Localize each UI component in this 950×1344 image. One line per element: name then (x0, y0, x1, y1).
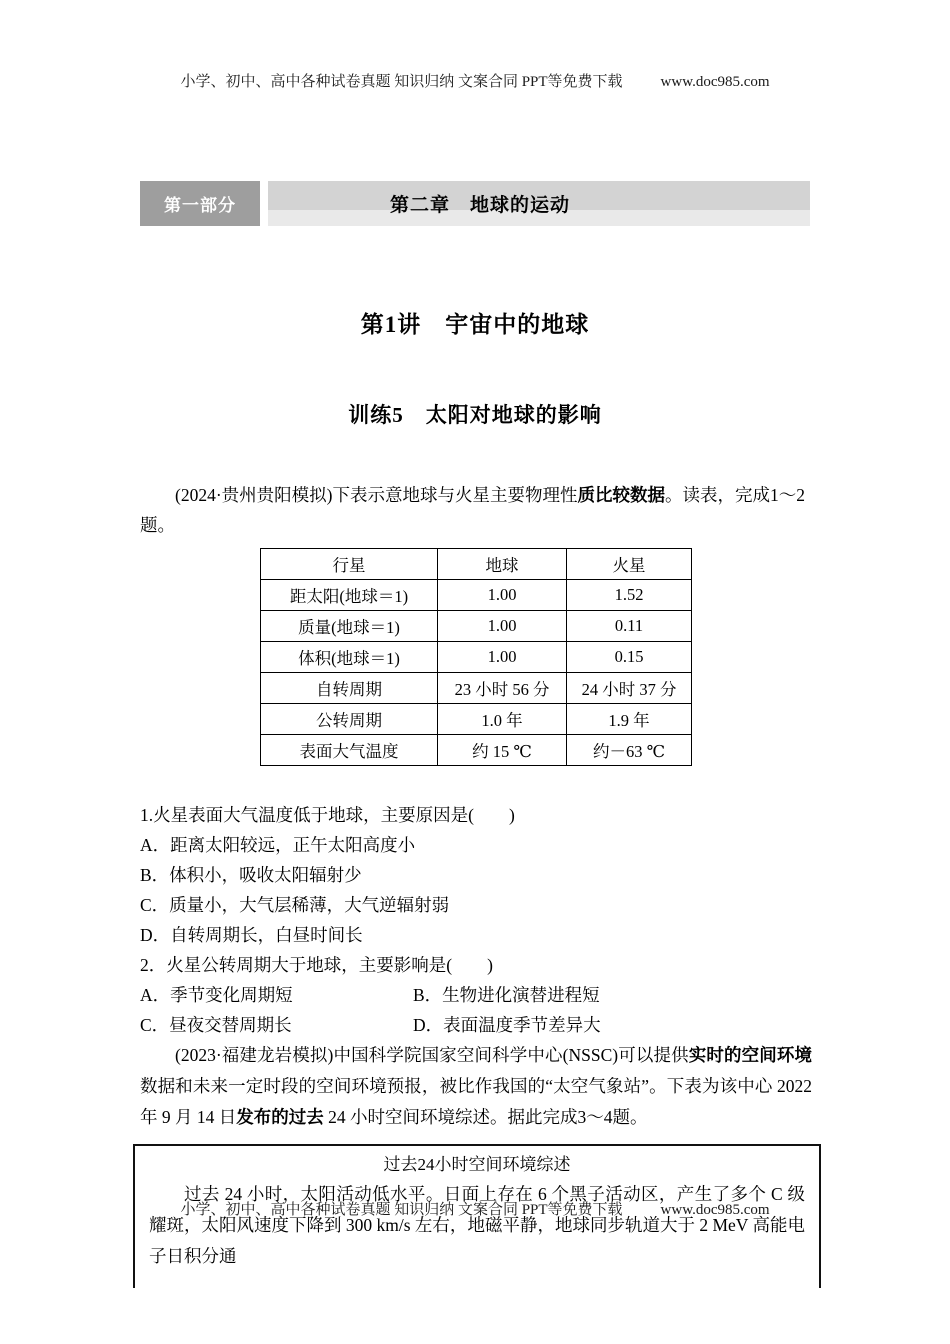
section-banner (140, 181, 810, 226)
passage-2-bold-a: 实时的空间环境 (688, 1045, 812, 1065)
table-cell: 距太阳(地球＝1) (261, 580, 438, 611)
chapter-title-bar (268, 181, 810, 226)
passage-1-bold: 质比较数据 (577, 485, 665, 505)
header-promo-text: 小学、初中、高中各种试卷真题 知识归纳 文案合同 PPT等免费下载 (180, 74, 623, 90)
question-2-options-row (140, 1010, 812, 1040)
table-row (261, 704, 692, 735)
questions-block (140, 800, 812, 1040)
passage-1-text-a: (2024·贵州贵阳模拟)下表示意地球与火星主要物理性 (175, 485, 578, 505)
page-footer (0, 1198, 950, 1219)
passage-1 (140, 480, 812, 540)
table-cell: 0.11 (567, 611, 692, 642)
table-row (261, 735, 692, 766)
table-row (261, 611, 692, 642)
question-1-option-b: B．体积小，吸收太阳辐射少 (140, 865, 362, 885)
question-2-option-c: C．昼夜交替周期长 (140, 1015, 292, 1035)
table-cell: 1.9 年 (567, 704, 692, 735)
report-box-body: 过去 24 小时，太阳活动低水平。日面上存在 6 个黑子活动区，产生了多个 C 级耀斑，太阳风速度下降到 300 km/s 左右，地磁平静，地球同步轨道大于 2 MeV 高能电子日积分通 (149, 1184, 805, 1266)
table-cell: 1.00 (438, 642, 567, 673)
part-label: 第一部分 (140, 181, 260, 226)
table-row (261, 642, 692, 673)
table-header-cell: 火星 (567, 549, 692, 580)
table-header-cell: 地球 (438, 549, 567, 580)
question-2-options-row (140, 980, 812, 1010)
question-1-option-a: A．距离太阳较远，正午太阳高度小 (140, 835, 416, 855)
table-cell: 23 小时 56 分 (438, 673, 567, 704)
passage-2-bold-b: 发布的过去 (236, 1107, 324, 1127)
table-row (261, 673, 692, 704)
table-cell: 1.52 (567, 580, 692, 611)
table-cell: 公转周期 (261, 704, 438, 735)
table-cell: 约－63 ℃ (567, 735, 692, 766)
passage-2-text-b: 数据和未来一定时段的空间环境预报，被比作我国的“太空气象站”。下表为该中心 2022 年 9 月 14 日 (140, 1076, 812, 1127)
table-cell: 体积(地球＝1) (261, 642, 438, 673)
table-cell: 1.00 (438, 580, 567, 611)
table-cell: 约 15 ℃ (438, 735, 567, 766)
lecture-heading: 第1讲 宇宙中的地球 (360, 312, 590, 337)
table-cell: 质量(地球＝1) (261, 611, 438, 642)
passage-2 (140, 1040, 812, 1133)
training-heading: 训练5 太阳对地球的影响 (348, 403, 602, 427)
footer-site-link[interactable]: www.doc985.com (660, 1202, 770, 1218)
table-cell: 1.00 (438, 611, 567, 642)
question-2-option-a: A．季节变化周期短 (140, 985, 293, 1005)
chapter-title: 第二章 地球的运动 (390, 195, 571, 216)
question-2-option-b: B．生物进化演替进程短 (413, 985, 600, 1005)
question-1-option-d: D．自转周期长，白昼时间长 (140, 925, 363, 945)
page-header (0, 70, 950, 91)
table-cell: 表面大气温度 (261, 735, 438, 766)
question-1-stem: 1.火星表面大气温度低于地球，主要原因是( ) (140, 805, 515, 825)
planet-comparison-table (260, 548, 692, 766)
passage-2-text-c: 24 小时空间环境综述。据此完成3～4题。 (323, 1107, 648, 1127)
header-site-link[interactable]: www.doc985.com (660, 74, 770, 90)
table-header-cell: 行星 (261, 549, 438, 580)
table-cell: 0.15 (567, 642, 692, 673)
table-cell: 自转周期 (261, 673, 438, 704)
table-cell: 24 小时 37 分 (567, 673, 692, 704)
question-2-stem: 2．火星公转周期大于地球，主要影响是( ) (140, 955, 493, 975)
report-box-title: 过去24小时空间环境综述 (383, 1155, 571, 1174)
table-header-row (261, 549, 692, 580)
content-area (140, 480, 812, 1288)
table-row (261, 580, 692, 611)
question-2-option-d: D．表面温度季节差异大 (413, 1015, 601, 1035)
table-cell: 1.0 年 (438, 704, 567, 735)
question-1-option-c: C．质量小，大气层稀薄，大气逆辐射弱 (140, 895, 450, 915)
passage-2-text-a: (2023·福建龙岩模拟)中国科学院国家空间科学中心(NSSC)可以提供 (175, 1045, 689, 1065)
passage-1-text-b: 。读表，完成1～2题。 (140, 485, 805, 535)
footer-promo-text: 小学、初中、高中各种试卷真题 知识归纳 文案合同 PPT等免费下载 (180, 1202, 623, 1218)
